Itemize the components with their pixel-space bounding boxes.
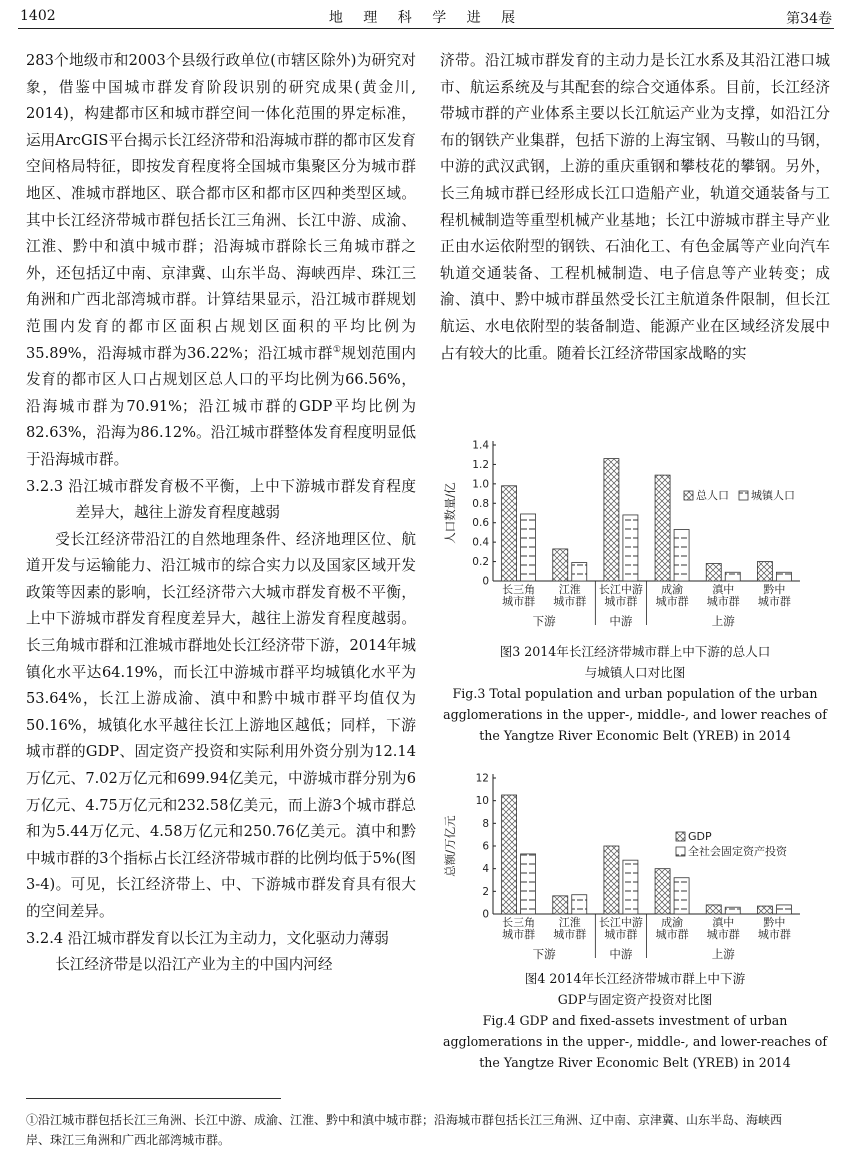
figure-caption: the Yangtze River Economic Belt (YREB) in 2014 [479,728,791,743]
journal-title: 地 理 科 学 进 展 [328,10,524,26]
section-heading: 3.2.4 沿江城市群发育以长江为主动力，文化驱动力薄弱 [26,929,389,947]
bar [776,572,791,581]
category-label: 城市群 [553,928,587,941]
legend-swatch [676,832,685,841]
figure-caption: 图3 2014年长江经济带城市群上中下游的总人口 [499,644,771,659]
legend-swatch [739,491,748,500]
figure-caption: Fig.3 Total population and urban population of the urban [452,686,818,701]
legend-entry: GDP [688,830,712,843]
y-tick-label: 12 [475,772,489,785]
y-tick-label: 4 [482,863,489,876]
figure-caption: agglomerations in the upper-, middle-, and lower reaches of [443,707,827,722]
category-label: 城市群 [553,595,587,608]
paragraph: 济带。沿江城市群发育的主动力是长江水系及其沿江港口城市、航运系统及与其配套的综合交通体系。目前，长江经济带城市群的产业体系主要以长江航运产业为支撑，如沿江分布的钢铁产业集群，包括下游的上海宝钢、马鞍山的马钢，中游的武汉武钢，上游的重庆重钢和攀枝花的攀钢。另外，长三角城市群已经形成长江口造船产业，轨道交通装备与工程机械制造等重型机械产业基地；长江中游城市群主导产业正由水运依附型的钢铁、石油化工、有色金属等产业向汽车轨道交通装备、工程机械制造、电子信息等产业转变；成渝、滇中、黔中城市群虽然受长江主航道条件限制，但长江航运、水电依附型的装备制造、能源产业在区域经济发展中占有较大的比重。随着长江经济带国家战略的实 [440,52,830,362]
figure-caption: 图4 2014年长江经济带城市群上中下游 [524,971,746,986]
category-label: 城市群 [757,595,791,608]
category-label: 长三角 [502,583,536,596]
category-label: 城市群 [757,928,791,941]
y-tick-label: 0 [482,575,489,588]
bar [674,530,689,581]
footnote-marker[interactable]: ① [332,344,342,355]
category-label: 成渝 [661,916,684,929]
figure-caption: GDP与固定资产投资对比图 [557,992,713,1007]
category-label: 江淮 [558,916,581,929]
category-label: 城市群 [502,928,536,941]
volume-label: 第34卷 [786,11,832,27]
bar [706,905,721,914]
group-label: 下游 [532,614,556,628]
y-tick-label: 0.2 [472,556,489,569]
bar [553,549,568,581]
bar [674,878,689,914]
category-label: 滇中 [712,583,735,596]
y-tick-label: 0.8 [472,497,489,510]
figure-3 [440,435,830,746]
y-tick-label: 1.2 [472,458,489,471]
y-axis-label: 总额/万亿元 [443,815,457,877]
footnote: ①沿江城市群包括长江三角洲、长江中游、成渝、江淮、黔中和滇中城市群；沿海城市群包括长江三角洲、辽中南、京津冀、山东半岛、海峡西 岸、珠江三角洲和广西北部湾城市群。 [26,1113,783,1147]
category-label: 城市群 [604,928,638,941]
paragraph: 受长江经济带沿江的自然地理条件、经济地理区位、航道开发与运输能力、沿江城市的综合实力以及国家区域开发政策等因素的影响，长江经济带六大城市群发育极不平衡，上中下游城市群发育程度差异大，越往上游发育程度越弱。长三角城市群和江淮城市群地处长江经济带下游，2014年城镇化水平达64.19%，而长江中游城市群平均城镇化水平为53.64%，长江上游成渝、滇中和黔中城市群平均值仅为50.16%，城镇化水平越往长江上游地区越低；同样，下游城市群的GDP、固定资产投资和实际利用外资分别为12.14万亿元、7.02万亿元和699.94亿美元，中游城市群分别为6万亿元、4.75万亿元和232.58亿美元，而上游3个城市群总和为5.44万亿元、4.58万亿元和250.76亿美元。滇中和黔中城市群的3个指标占长江经济带城市群的比例均低于5%(图3-4)。可见，长江经济带上、中、下游城市群发育具有很大的空间差异。 [26,530,416,920]
bar [553,896,568,914]
category-label: 城市群 [604,595,638,608]
legend-entry: 城镇人口 [751,489,795,502]
legend-entry: 全社会固定资产投资 [688,845,787,858]
bar [572,895,587,914]
paragraph: 283个地级市和2003个县级行政单位(市辖区除外)为研究对象，借鉴中国城市群发育阶段识别的研究成果(黄金川, 2014)，构建都市区和城市群空间一体化范围的界定标准，运用ArcGIS平台揭示长江经济带和沿海城市群的都市区发育空间格局特征，即按发育程度将全国城市集聚区分为城市群地区、准城市群地区、联合都市区和都市区四种类型区域。其中长江经济带城市群包括长江三角洲、长江中游、成渝、江淮、黔中和滇中城市群；沿海城市群除长三角城市群之外，还包括辽中南、京津冀、山东半岛、海峡西岸、珠江三角洲和广西北部湾城市群。计算结果显示，沿江城市群规划范围内发育的都市区面积占规划区面积的平均比例为35.89%，沿海城市群为36.22%；沿江城市群①规划范围内发育的都市区人口占规划区总人口的平均比例为66.56%，沿海城市群为70.91%；沿江城市群的GDP平均比例为82.63%，沿海为86.12%。沿江城市群整体发育程度明显低于沿海城市群。 [26,52,416,468]
figure-caption: 与城镇人口对比图 [584,665,686,680]
y-tick-label: 6 [482,840,489,853]
figure-4 [440,770,830,1073]
legend-entry: 总人口 [696,489,729,502]
category-label: 长江中游 [598,916,643,929]
bar [776,905,791,914]
group-label: 上游 [711,614,735,628]
category-label: 滇中 [712,916,735,929]
footnote-divider [26,1098,281,1099]
bar [706,564,721,581]
category-label: 黔中 [763,916,786,929]
bar [502,795,517,914]
category-label: 黔中 [763,583,786,596]
bar [655,475,670,581]
y-tick-label: 8 [482,817,489,830]
category-label: 长三角 [502,916,536,929]
page-header [18,6,834,29]
section-heading: 3.2.3 沿江城市群发育极不平衡，上中下游城市群发育程度差异大，越往上游发育程度越弱 [26,477,416,522]
bar [757,906,772,914]
y-tick-label: 0.4 [472,536,489,549]
bar [521,514,536,581]
left-column [26,48,416,979]
bar [725,572,740,581]
category-label: 城市群 [706,595,740,608]
bar [604,846,619,914]
group-label: 下游 [532,947,556,961]
y-tick-label: 10 [475,795,489,808]
figure-caption: Fig.4 GDP and fixed-assets investment of urban [482,1013,788,1028]
category-label: 江淮 [558,583,581,596]
bar [623,860,638,914]
category-label: 城市群 [655,928,689,941]
figure-caption: agglomerations in the upper-, middle-, and lower-reaches of [442,1034,828,1049]
y-tick-label: 1.0 [472,478,489,491]
legend-swatch [676,847,685,856]
y-axis-label: 人口数量/亿 [443,482,457,544]
category-label: 长江中游 [598,583,643,596]
y-tick-label: 0.6 [472,517,489,530]
bar [521,854,536,914]
gdp-investment-bar-chart [440,770,830,966]
category-label: 城市群 [706,928,740,941]
y-tick-label: 1.4 [472,439,489,452]
category-label: 城市群 [502,595,536,608]
bar [725,907,740,914]
bar [655,869,670,914]
y-tick-label: 0 [482,908,489,921]
figure-caption: the Yangtze River Economic Belt (YREB) in 2014 [479,1055,791,1070]
bar [502,486,517,581]
legend-swatch [684,491,693,500]
page-number: 1402 [20,8,56,24]
y-tick-label: 2 [482,885,489,898]
right-column [440,48,830,367]
bar [604,459,619,581]
category-label: 城市群 [655,595,689,608]
bar [757,562,772,581]
bar [572,563,587,581]
category-label: 成渝 [661,583,684,596]
group-label: 中游 [609,947,633,961]
group-label: 上游 [711,947,735,961]
paragraph: 长江经济带是以沿江产业为主的中国内河经 [55,956,333,974]
population-bar-chart [440,435,830,637]
group-label: 中游 [609,614,633,628]
bar [623,515,638,581]
